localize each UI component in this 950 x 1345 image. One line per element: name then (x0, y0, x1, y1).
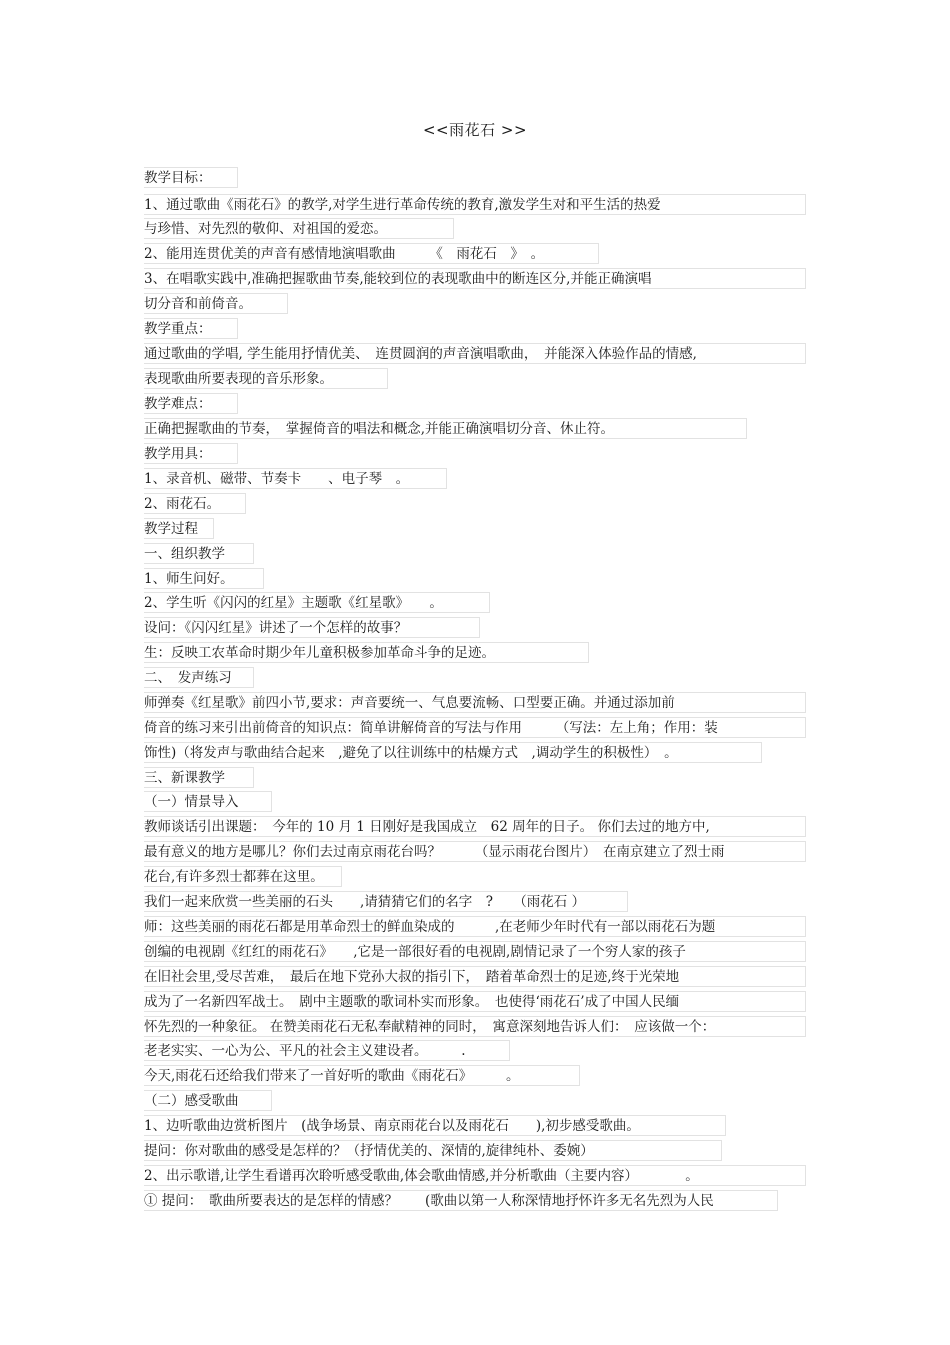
text-line: 与珍惜、对先烈的敬仰、对祖国的爱恋。 (144, 218, 454, 239)
text-line: 成为了一名新四军战士。 剧中主题歌的歌词朴实而形象。 也使得‘雨花石’成了中国人民缅 (144, 991, 806, 1012)
text-line: 教学重点： (144, 318, 238, 339)
text-line: 饰性)（将发声与歌曲结合起来 ,避免了以往训练中的枯燥方式 ,调动学生的积极性） 。 (144, 742, 762, 763)
text-line: 2、雨花石。 (144, 493, 246, 514)
text-line: 最有意义的地方是哪儿？你们去过南京雨花台吗？ （显示雨花台图片） 在南京建立了烈士雨 (144, 841, 806, 862)
text-line: 2、学生听《闪闪的红星》主题歌《红星歌》 。 (144, 592, 490, 613)
text-line: 师：这些美丽的雨花石都是用革命烈士的鲜血染成的 ,在老师少年时代有一部以雨花石为题 (144, 916, 806, 937)
text-line: 教学过程 (144, 518, 214, 539)
text-line: 1、师生问好。 (144, 568, 264, 589)
text-line: （二）感受歌曲 (144, 1090, 272, 1111)
text-line: 教学目标： (144, 167, 238, 188)
text-line: 提问：你对歌曲的感受是怎样的？（抒情优美的、深情的,旋律纯朴、委婉） (144, 1140, 722, 1161)
document-title: <<雨花石 >> (422, 121, 528, 139)
text-line: 花台,有许多烈士都葬在这里。 (144, 866, 342, 887)
text-line: 教师谈话引出课题： 今年的 10 月 1 日刚好是我国成立 62 周年的日子。 你们去过的地方中, (144, 816, 806, 837)
text-line: 正确把握歌曲的节奏， 掌握倚音的唱法和概念,并能正确演唱切分音、休止符。 (144, 418, 747, 439)
text-line: （一）情景导入 (144, 791, 272, 812)
text-line: 1、录音机、磁带、节奏卡 、电子琴 。 (144, 468, 447, 489)
text-line: 二、 发声练习 (144, 667, 254, 688)
text-line: 一、组织教学 (144, 543, 254, 564)
text-line: 2、能用连贯优美的声音有感情地演唱歌曲 《 雨花石 》 。 (144, 243, 599, 264)
text-line: 切分音和前倚音。 (144, 293, 288, 314)
text-line: 教学难点： (144, 393, 238, 414)
text-line: 教学用具： (144, 443, 238, 464)
text-line: 1、边听歌曲边赏析图片 (战争场景、南京雨花台以及雨花石 ),初步感受歌曲。 (144, 1115, 726, 1136)
text-line: 通过歌曲的学唱, 学生能用抒情优美、 连贯圆润的声音演唱歌曲， 并能深入体验作品的情感, (144, 343, 806, 364)
text-line: 老老实实、一心为公、平凡的社会主义建设者。 . (144, 1040, 510, 1061)
text-line: 表现歌曲所要表现的音乐形象。 (144, 368, 388, 389)
text-line: 师弹奏《红星歌》前四小节,要求：声音要统一、气息要流畅、口型要正确。并通过添加前 (144, 692, 806, 713)
text-line: 三、新课教学 (144, 767, 254, 788)
text-line: 倚音的练习来引出前倚音的知识点：简单讲解倚音的写法与作用 （写法：左上角；作用：装 (144, 717, 806, 738)
text-line: 设问：《闪闪红星》讲述了一个怎样的故事？ (144, 617, 480, 638)
text-line: 1、通过歌曲《雨花石》的教学,对学生进行革命传统的教育,激发学生对和平生活的热爱 (144, 194, 806, 215)
text-line: 在旧社会里,受尽苦难， 最后在地下党孙大叔的指引下， 踏着革命烈士的足迹,终于光荣地 (144, 966, 806, 987)
text-line: ① 提问： 歌曲所要表达的是怎样的情感？ (歌曲以第一人称深情地抒怀许多无名先烈为人民 (144, 1190, 778, 1211)
text-line: 我们一起来欣赏一些美丽的石头 ,请猜猜它们的名字 ? （雨花石 ） (144, 891, 628, 912)
text-line: 怀先烈的一种象征。 在赞美雨花石无私奉献精神的同时， 寓意深刻地告诉人们： 应该做一个： (144, 1016, 806, 1037)
text-line: 生：反映工农革命时期少年儿童积极参加革命斗争的足迹。 (144, 642, 589, 663)
text-line: 2、出示歌谱,让学生看谱再次聆听感受歌曲,体会歌曲情感,并分析歌曲（主要内容） 。 (144, 1165, 806, 1186)
text-line: 3、在唱歌实践中,准确把握歌曲节奏,能较到位的表现歌曲中的断连区分,并能正确演唱 (144, 268, 806, 289)
text-line: 今天,雨花石还给我们带来了一首好听的歌曲《雨花石》 。 (144, 1065, 580, 1086)
text-line: 创编的电视剧《红红的雨花石》 ,它是一部很好看的电视剧,剧情记录了一个穷人家的孩子 (144, 941, 806, 962)
